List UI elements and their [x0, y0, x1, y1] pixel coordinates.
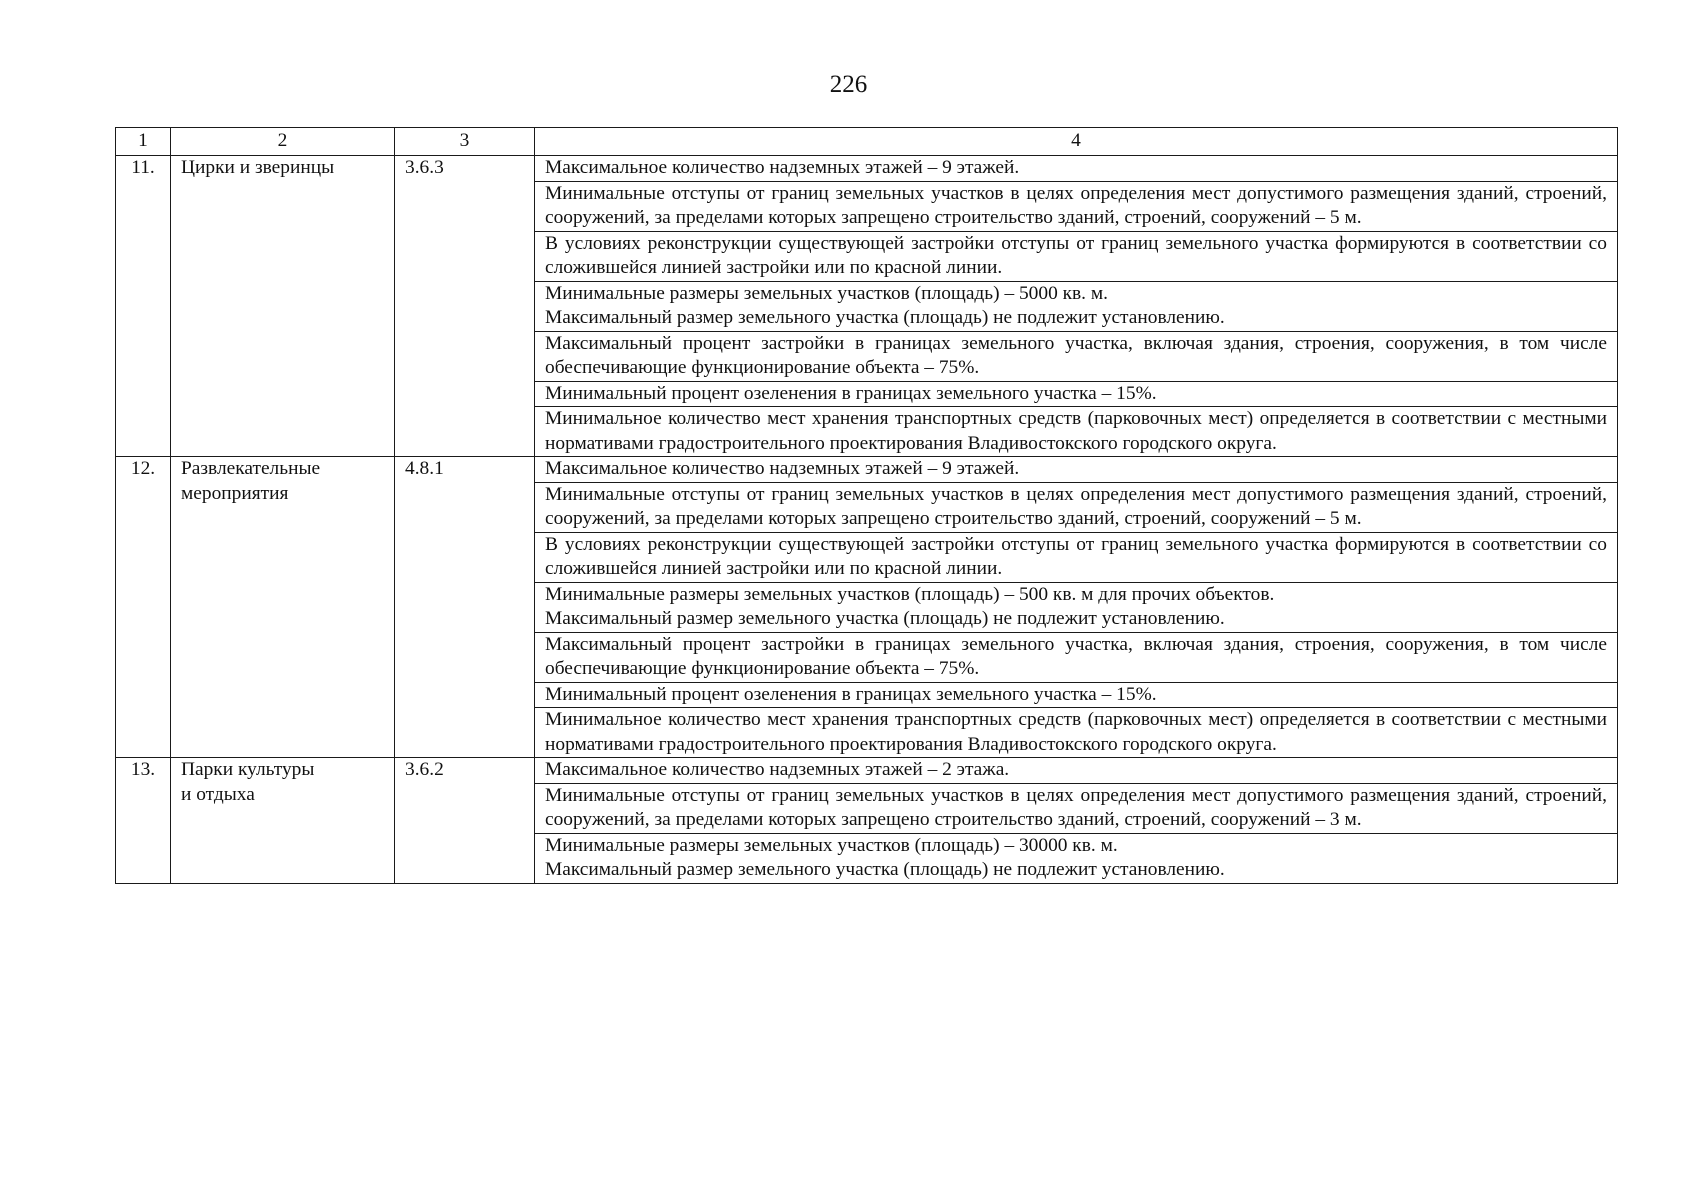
row-number: 12. — [116, 457, 171, 758]
row-number: 11. — [116, 156, 171, 457]
parameter-text: Максимальное количество надземных этажей – 9 этажей. — [535, 457, 1618, 483]
header-cell-3: 3 — [395, 128, 535, 156]
table-row — [116, 156, 1618, 182]
header-cell-1: 1 — [116, 128, 171, 156]
parameter-text: Минимальный процент озеленения в границах земельного участка – 15%. — [535, 381, 1618, 407]
parameter-text: Минимальные размеры земельных участков (площадь) – 500 кв. м для прочих объектов. Максимальный размер земельного участка (площадь) не подлежит установлению. — [535, 582, 1618, 632]
table-row — [116, 758, 1618, 784]
table-body — [116, 128, 1618, 884]
use-code: 3.6.2 — [395, 758, 535, 884]
use-code: 4.8.1 — [395, 457, 535, 758]
parameter-text: Максимальное количество надземных этажей – 2 этажа. — [535, 758, 1618, 784]
parameter-text: Максимальный процент застройки в границах земельного участка, включая здания, строения, сооружения, в том числе обеспечивающие функционирование объекта – 75%. — [535, 632, 1618, 682]
parameter-text: Минимальные отступы от границ земельных участков в целях определения мест допустимого размещения зданий, строений, сооружений, за пределами которых запрещено строительство зданий, строений, сооружений – 5 м. — [535, 482, 1618, 532]
object-name: Цирки и зверинцы — [171, 156, 395, 457]
parameter-text: Минимальное количество мест хранения транспортных средств (парковочных мест) определяется в соответствии с местными нормативами градостроительного проектирования Владивостокского городского округа. — [535, 708, 1618, 758]
use-code: 3.6.3 — [395, 156, 535, 457]
object-name: Развлекательные мероприятия — [171, 457, 395, 758]
header-cell-4: 4 — [535, 128, 1618, 156]
parameter-text: Минимальные размеры земельных участков (площадь) – 5000 кв. м. Максимальный размер земельного участка (площадь) не подлежит установлению. — [535, 281, 1618, 331]
parameter-text: В условиях реконструкции существующей застройки отступы от границ земельного участка формируются в соответствии со сложившейся линией застройки или по красной линии. — [535, 532, 1618, 582]
page-number: 226 — [829, 71, 868, 98]
header-cell-2: 2 — [171, 128, 395, 156]
parameter-text: Максимальное количество надземных этажей – 9 этажей. — [535, 156, 1618, 182]
object-name: Парки культуры и отдыха — [171, 758, 395, 884]
row-number: 13. — [116, 758, 171, 884]
parameter-text: Минимальные отступы от границ земельных участков в целях определения мест допустимого размещения зданий, строений, сооружений, за пределами которых запрещено строительство зданий, строений, сооружений – 3 м. — [535, 783, 1618, 833]
parameter-text: Минимальные отступы от границ земельных участков в целях определения мест допустимого размещения зданий, строений, сооружений, за пределами которых запрещено строительство зданий, строений, сооружений – 5 м. — [535, 181, 1618, 231]
parameter-text: Минимальный процент озеленения в границах земельного участка – 15%. — [535, 682, 1618, 708]
parameter-text: Минимальное количество мест хранения транспортных средств (парковочных мест) определяется в соответствии с местными нормативами градостроительного проектирования Владивостокского городского округа. — [535, 407, 1618, 457]
parameter-text: Максимальный процент застройки в границах земельного участка, включая здания, строения, сооружения, в том числе обеспечивающие функционирование объекта – 75%. — [535, 331, 1618, 381]
regulations-table — [115, 127, 1618, 884]
parameter-text: В условиях реконструкции существующей застройки отступы от границ земельного участка формируются в соответствии со сложившейся линией застройки или по красной линии. — [535, 231, 1618, 281]
parameter-text: Минимальные размеры земельных участков (площадь) – 30000 кв. м. Максимальный размер земельного участка (площадь) не подлежит установлению. — [535, 833, 1618, 883]
table-header-row — [116, 128, 1618, 156]
table-row — [116, 457, 1618, 483]
